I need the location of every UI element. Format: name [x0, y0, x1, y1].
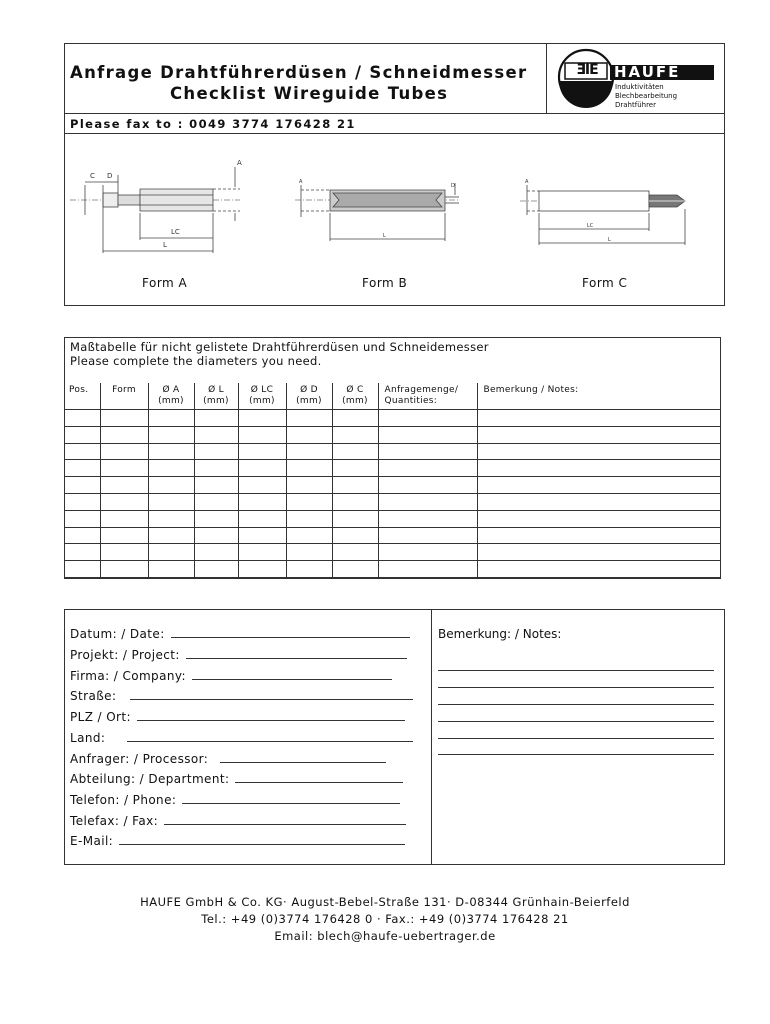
table-header-row: [64, 383, 720, 410]
dim-label: A: [299, 179, 303, 185]
table-cell[interactable]: [286, 493, 332, 510]
page-title: [70, 62, 540, 104]
table-cell[interactable]: [100, 561, 148, 578]
notes-line[interactable]: [438, 754, 714, 755]
table-cell[interactable]: [378, 443, 477, 460]
field-country[interactable]: Land:: [70, 731, 413, 745]
notes-line[interactable]: [438, 738, 714, 739]
table-cell[interactable]: [64, 477, 100, 494]
dimension-table: [64, 383, 720, 578]
logo-tagline-1: Induktivitäten: [615, 83, 664, 91]
field-project[interactable]: Projekt: / Project:: [70, 648, 407, 662]
col-header-c: Ø C (mm): [332, 383, 378, 410]
table-cell[interactable]: [477, 460, 720, 477]
col-header-quantities: Anfragemenge/ Quantities:: [378, 383, 477, 410]
table-cell[interactable]: [378, 460, 477, 477]
fax-number: Please fax to : 0049 3774 176428 21: [70, 117, 356, 131]
table-cell[interactable]: [238, 443, 286, 460]
table-cell[interactable]: [238, 410, 286, 427]
table-cell[interactable]: [64, 544, 100, 561]
table-cell[interactable]: [194, 443, 238, 460]
table-row: [64, 477, 720, 494]
dim-label: LC: [171, 228, 180, 236]
table-cell[interactable]: [238, 426, 286, 443]
dim-label: D: [107, 172, 113, 180]
table-cell[interactable]: [194, 410, 238, 427]
notes-line[interactable]: [438, 687, 714, 688]
table-intro-line-1: Maßtabelle für nicht gelistete Drahtführerdüsen und Schneidemesser: [70, 340, 489, 354]
table-cell[interactable]: [378, 510, 477, 527]
table-cell[interactable]: [100, 544, 148, 561]
table-cell[interactable]: [194, 477, 238, 494]
table-row: [64, 460, 720, 477]
table-cell[interactable]: [477, 544, 720, 561]
table-cell[interactable]: [238, 460, 286, 477]
table-body: [64, 410, 720, 578]
table-cell[interactable]: [194, 493, 238, 510]
notes-line[interactable]: [438, 704, 714, 705]
logo-name: HAUFE: [614, 63, 681, 81]
table-cell[interactable]: [64, 493, 100, 510]
table-cell[interactable]: [238, 561, 286, 578]
notes-label: Bemerkung: / Notes:: [438, 627, 562, 641]
company-logo: [556, 47, 718, 111]
logo-tagline-2: Blechbearbeitung: [615, 92, 678, 100]
table-cell[interactable]: [378, 426, 477, 443]
notes-line[interactable]: [438, 670, 714, 671]
col-header-d: Ø D (mm): [286, 383, 332, 410]
table-cell[interactable]: [477, 493, 720, 510]
table-cell[interactable]: [477, 426, 720, 443]
header-divider-vertical: [546, 43, 547, 114]
col-header-form: Form: [100, 383, 148, 410]
table-cell[interactable]: [332, 426, 378, 443]
table-cell[interactable]: [332, 410, 378, 427]
table-cell[interactable]: [286, 510, 332, 527]
dim-label: LC: [587, 223, 594, 229]
col-header-pos: Pos.: [69, 385, 89, 395]
table-cell[interactable]: [64, 561, 100, 578]
table-cell[interactable]: [100, 510, 148, 527]
table-cell[interactable]: [100, 460, 148, 477]
header-divider-horizontal: [64, 113, 725, 114]
form-a-label: Form A: [142, 276, 188, 290]
col-header-notes: Bemerkung / Notes:: [477, 383, 720, 410]
table-cell[interactable]: [100, 443, 148, 460]
field-company[interactable]: Firma: / Company:: [70, 669, 392, 683]
table-row: [64, 544, 720, 561]
table-cell[interactable]: [378, 493, 477, 510]
col-header-a: Ø A (mm): [148, 383, 194, 410]
title-line-1: Anfrage Drahtführerdüsen / Schneidmesser: [70, 63, 528, 82]
form-c-drawing: [520, 185, 685, 245]
field-street[interactable]: Straße:: [70, 689, 413, 703]
table-cell[interactable]: [64, 510, 100, 527]
table-cell[interactable]: [286, 460, 332, 477]
table-cell[interactable]: [286, 561, 332, 578]
table-cell[interactable]: [194, 426, 238, 443]
table-cell[interactable]: [238, 477, 286, 494]
logo-mark: ƎIE: [576, 62, 598, 78]
dim-label: C: [90, 172, 95, 180]
table-cell[interactable]: [64, 443, 100, 460]
dim-label: A: [525, 179, 529, 185]
logo-tagline-3: Drahtführer: [615, 101, 656, 109]
table-cell[interactable]: [148, 544, 194, 561]
table-cell[interactable]: [332, 493, 378, 510]
table-cell[interactable]: [100, 477, 148, 494]
table-cell[interactable]: [100, 426, 148, 443]
table-cell[interactable]: [332, 544, 378, 561]
table-cell[interactable]: [286, 477, 332, 494]
table-cell[interactable]: [148, 561, 194, 578]
table-cell[interactable]: [148, 477, 194, 494]
field-date[interactable]: Datum: / Date:: [70, 627, 410, 641]
table-cell[interactable]: [238, 527, 286, 544]
fax-divider: [64, 133, 725, 134]
table-cell[interactable]: [477, 527, 720, 544]
table-cell[interactable]: [286, 527, 332, 544]
table-cell[interactable]: [148, 527, 194, 544]
table-row: [64, 493, 720, 510]
table-cell[interactable]: [332, 510, 378, 527]
col-header-l: Ø L (mm): [194, 383, 238, 410]
table-cell[interactable]: [100, 527, 148, 544]
table-cell[interactable]: [477, 443, 720, 460]
table-cell[interactable]: [148, 443, 194, 460]
table-cell[interactable]: [238, 493, 286, 510]
dim-label: L: [608, 237, 611, 243]
table-cell[interactable]: [148, 460, 194, 477]
footer-email: Email: blech@haufe-uebertrager.de: [274, 929, 496, 943]
table-cell[interactable]: [378, 561, 477, 578]
form-drawings: [65, 145, 725, 275]
table-cell[interactable]: [332, 477, 378, 494]
table-cell[interactable]: [477, 510, 720, 527]
table-cell[interactable]: [148, 510, 194, 527]
table-cell[interactable]: [64, 460, 100, 477]
table-cell[interactable]: [378, 527, 477, 544]
title-line-2: Checklist Wireguide Tubes: [170, 84, 449, 103]
table-cell[interactable]: [64, 426, 100, 443]
table-row: [64, 510, 720, 527]
table-cell[interactable]: [378, 544, 477, 561]
table-intro: [70, 340, 489, 368]
table-cell[interactable]: [194, 510, 238, 527]
field-processor[interactable]: Anfrager: / Processor:: [70, 752, 386, 766]
form-a-drawing: [70, 167, 240, 253]
field-phone[interactable]: Telefon: / Phone:: [70, 793, 400, 807]
table-cell[interactable]: [286, 544, 332, 561]
table-cell[interactable]: [477, 561, 720, 578]
dim-label: A: [237, 159, 242, 167]
table-cell[interactable]: [238, 544, 286, 561]
table-cell[interactable]: [286, 426, 332, 443]
table-cell[interactable]: [477, 410, 720, 427]
table-cell[interactable]: [148, 493, 194, 510]
table-cell[interactable]: [194, 561, 238, 578]
dim-label: L: [163, 241, 167, 249]
table-row: [64, 426, 720, 443]
table-cell[interactable]: [64, 527, 100, 544]
table-cell[interactable]: [378, 477, 477, 494]
contact-divider: [431, 609, 432, 865]
table-row: [64, 410, 720, 427]
table-cell[interactable]: [64, 410, 100, 427]
field-zip-city[interactable]: PLZ / Ort:: [70, 710, 405, 724]
field-email[interactable]: E-Mail:: [70, 834, 405, 848]
table-cell[interactable]: [286, 410, 332, 427]
field-fax[interactable]: Telefax: / Fax:: [70, 814, 406, 828]
table-cell[interactable]: [148, 426, 194, 443]
table-row: [64, 443, 720, 460]
footer-phone-fax: Tel.: +49 (0)3774 176428 0 · Fax.: +49 (0)3774 176428 21: [201, 912, 569, 926]
form-c-label: Form C: [582, 276, 628, 290]
table-cell[interactable]: [286, 443, 332, 460]
table-intro-line-2: Please complete the diameters you need.: [70, 354, 322, 368]
table-cell[interactable]: [332, 460, 378, 477]
table-cell[interactable]: [100, 410, 148, 427]
col-header-lc: Ø LC (mm): [238, 383, 286, 410]
table-cell[interactable]: [332, 443, 378, 460]
table-cell[interactable]: [194, 460, 238, 477]
table-cell[interactable]: [100, 493, 148, 510]
table-cell[interactable]: [378, 410, 477, 427]
table-cell[interactable]: [477, 477, 720, 494]
table-cell[interactable]: [332, 527, 378, 544]
table-cell[interactable]: [238, 510, 286, 527]
table-row: [64, 527, 720, 544]
table-cell[interactable]: [332, 561, 378, 578]
form-b-drawing: [295, 183, 460, 241]
dim-label: L: [383, 233, 386, 239]
dim-label: D: [451, 183, 455, 189]
footer-address: HAUFE GmbH & Co. KG· August-Bebel-Straße 131· D-08344 Grünhain-Beierfeld: [140, 895, 630, 909]
field-department[interactable]: Abteilung: / Department:: [70, 772, 403, 786]
form-b-label: Form B: [362, 276, 408, 290]
table-row: [64, 561, 720, 578]
table-cell[interactable]: [148, 410, 194, 427]
table-cell[interactable]: [194, 544, 238, 561]
notes-line[interactable]: [438, 721, 714, 722]
table-cell[interactable]: [194, 527, 238, 544]
